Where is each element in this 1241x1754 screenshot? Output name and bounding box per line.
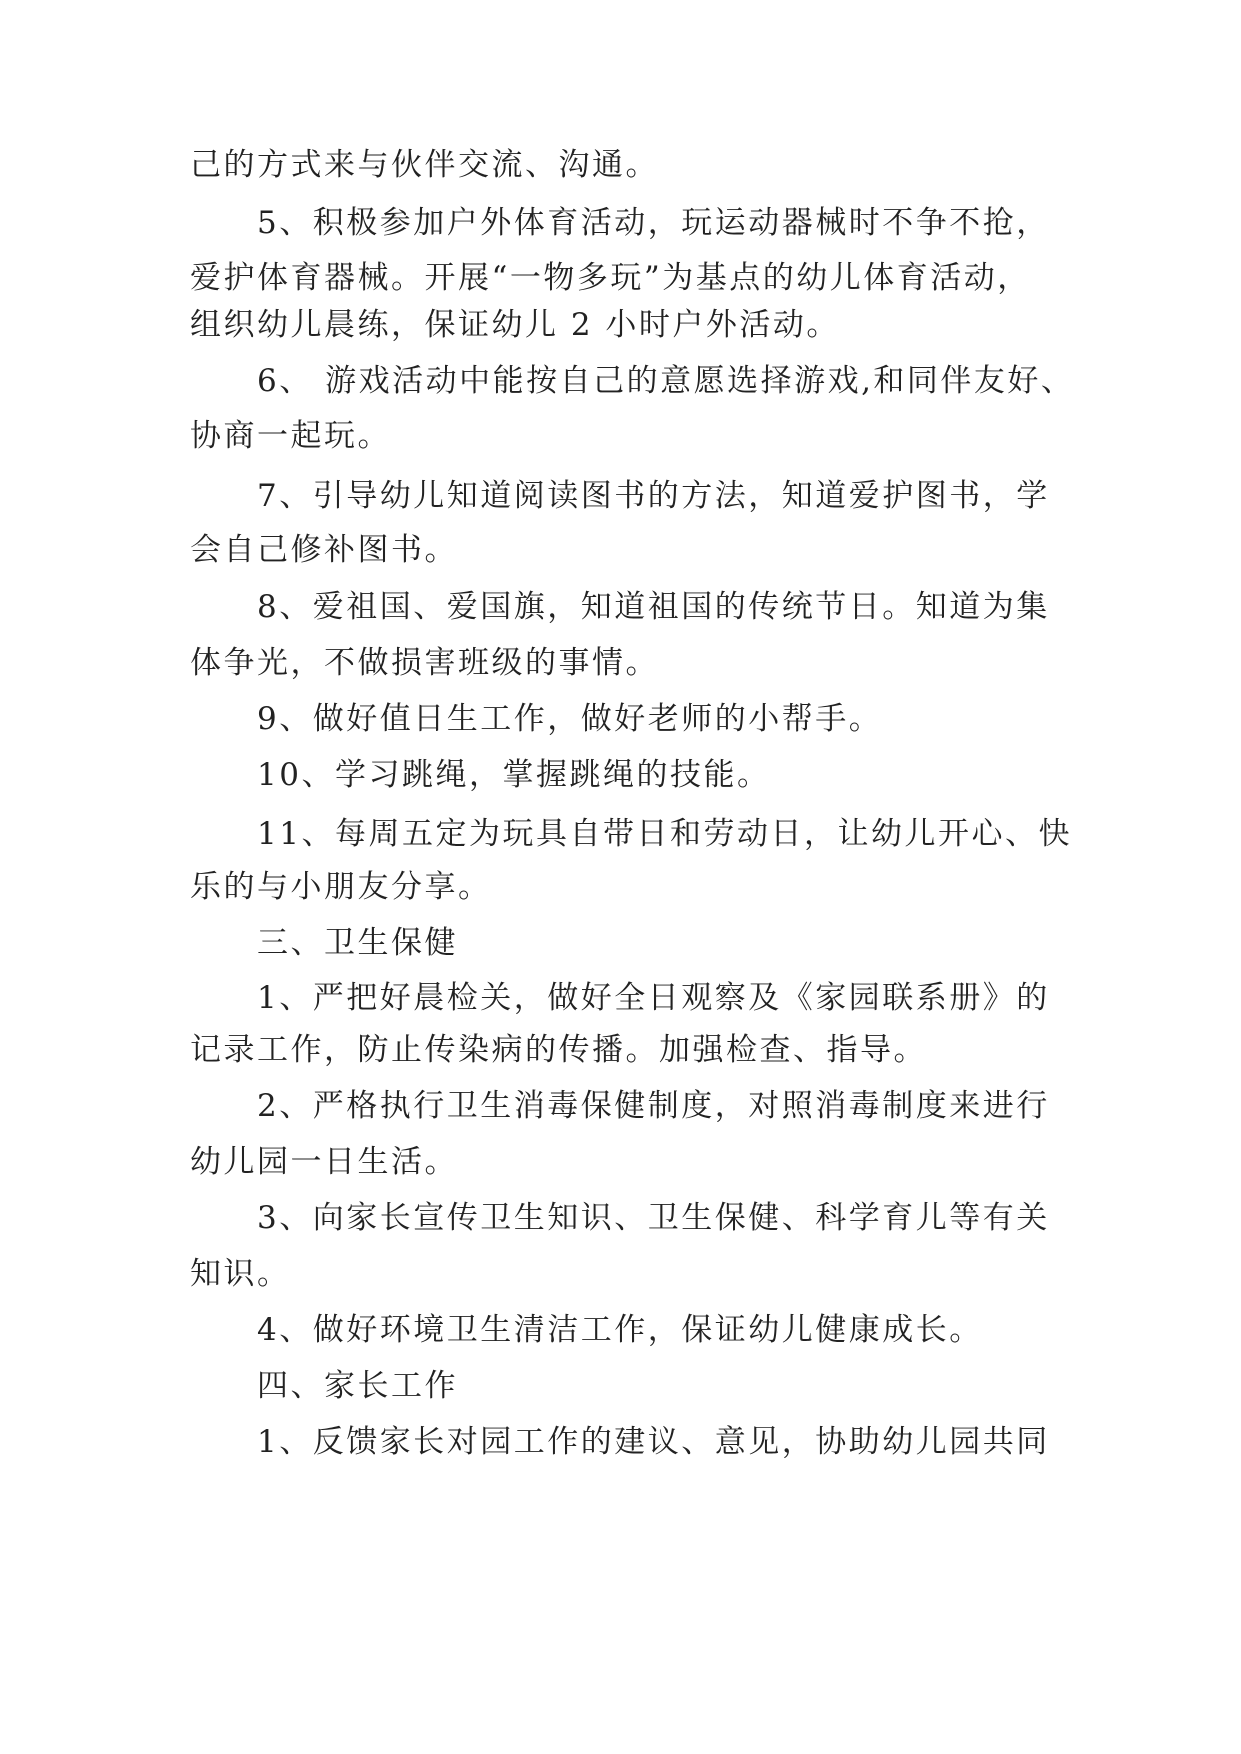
section-heading: 四、家长工作 (257, 1368, 458, 1404)
text-line: 7、引导幼儿知道阅读图书的方法，知道爱护图书，学 (257, 478, 1050, 514)
text-line: 10、学习跳绳，掌握跳绳的技能。 (257, 757, 771, 793)
text-line: 2、严格执行卫生消毒保健制度，对照消毒制度来进行 (257, 1088, 1050, 1124)
text-line: 己的方式来与伙伴交流、沟通。 (190, 147, 659, 183)
text-line: 幼儿园一日生活。 (190, 1144, 458, 1180)
text-line: 4、做好环境卫生清洁工作，保证幼儿健康成长。 (257, 1312, 983, 1348)
text-line: 记录工作，防止传染病的传播。加强检查、指导。 (190, 1032, 927, 1068)
text-line: 协商一起玩。 (190, 418, 391, 454)
section-heading: 三、卫生保健 (257, 925, 458, 961)
text-line: 5、积极参加户外体育活动，玩运动器械时不争不抢， (257, 205, 1050, 241)
text-line: 会自己修补图书。 (190, 532, 458, 568)
text-line: 6、 游戏活动中能按自己的意愿选择游戏,和同伴友好、 (257, 363, 1075, 399)
text-line: 乐的与小朋友分享。 (190, 869, 492, 905)
text-line: 9、做好值日生工作，做好老师的小帮手。 (257, 701, 883, 737)
text-line: 3、向家长宣传卫生知识、卫生保健、科学育儿等有关 (257, 1200, 1050, 1236)
text-line: 爱护体育器械。开展“一物多玩”为基点的幼儿体育活动， (190, 260, 1031, 296)
text-line: 体争光，不做损害班级的事情。 (190, 645, 659, 681)
text-line: 1、反馈家长对园工作的建议、意见，协助幼儿园共同 (257, 1424, 1050, 1460)
text-line: 组织幼儿晨练，保证幼儿 2 小时户外活动。 (190, 307, 840, 343)
text-line: 11、每周五定为玩具自带日和劳动日，让幼儿开心、快 (257, 816, 1072, 852)
text-line: 8、爱祖国、爱国旗，知道祖国的传统节日。知道为集 (257, 589, 1050, 625)
text-line: 知识。 (190, 1256, 291, 1292)
text-line: 1、严把好晨检关，做好全日观察及《家园联系册》的 (257, 980, 1050, 1016)
